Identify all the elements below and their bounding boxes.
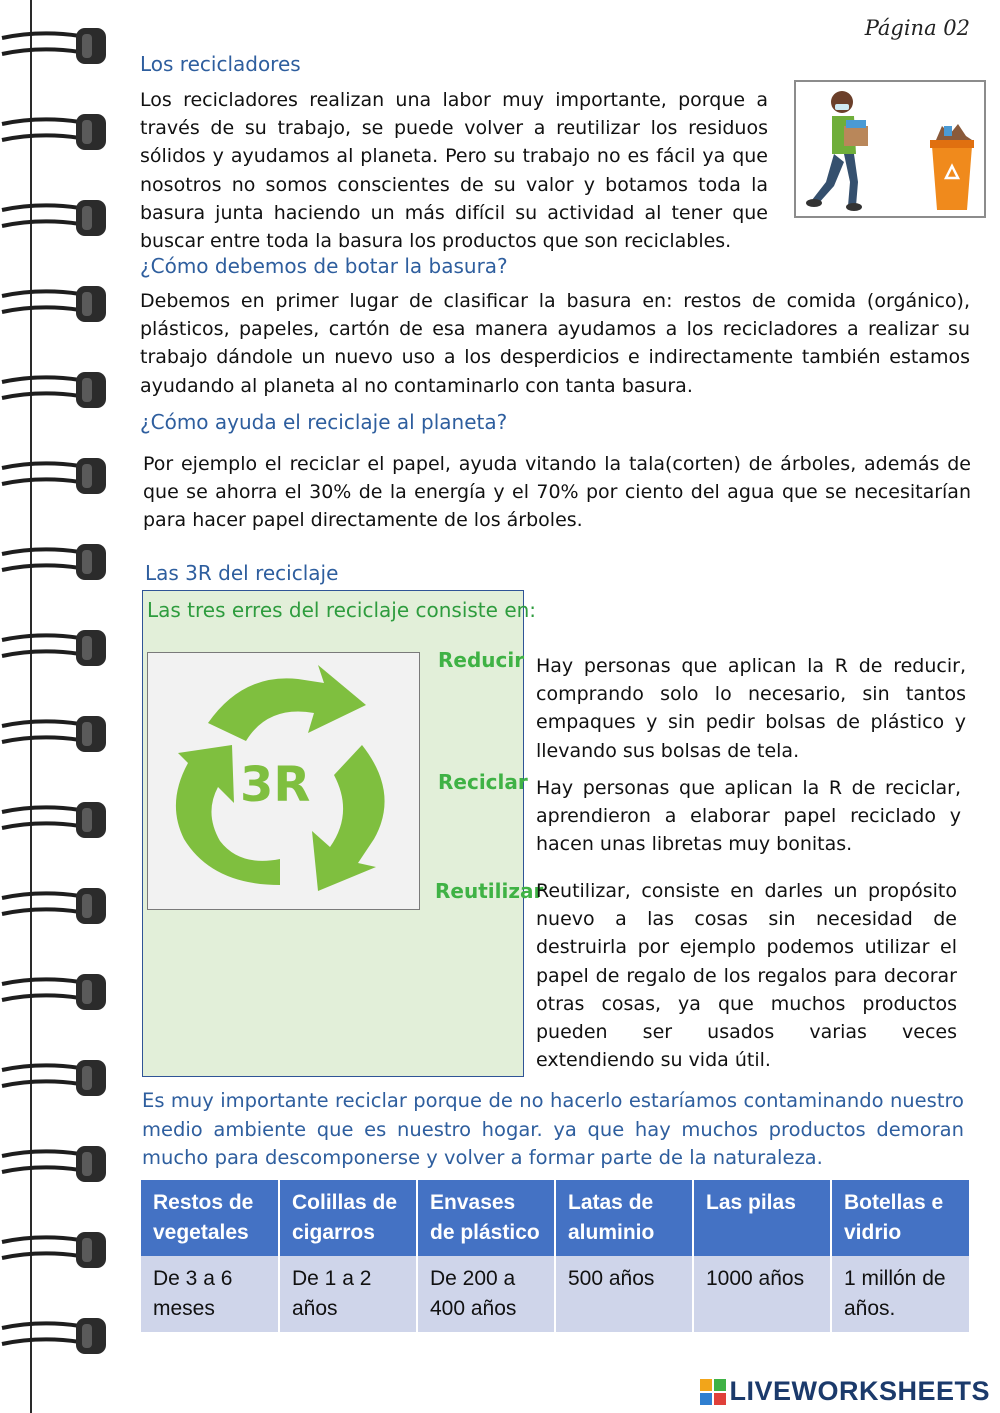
- recycle-arrow-right-icon: [312, 745, 385, 891]
- heading-como-botar: ¿Cómo debemos de botar la basura?: [140, 254, 508, 278]
- spiral-ring-icon: [0, 1056, 112, 1100]
- text-reciclar: Hay personas que aplican la R de reciclar, aprendieron a elaborar papel reciclado y hacen unas libretas muy bonitas.: [536, 777, 961, 856]
- spiral-ring-icon: [0, 196, 112, 240]
- spiral-ring-icon: [0, 368, 112, 412]
- spiral-ring-icon: [0, 712, 112, 756]
- label-reducir: Reducir: [438, 648, 525, 672]
- table-header: Las pilas: [693, 1180, 831, 1256]
- heading-recicladores: Los recicladores: [140, 52, 301, 76]
- table-row: [141, 1256, 969, 1332]
- text-reducir: Hay personas que aplican la R de reducir, comprando solo lo necesario, sin tantos empaques y sin pedir bolsas de plástico y llevando sus bolsas de tela.: [536, 655, 966, 762]
- liveworksheets-brand[interactable]: [700, 1376, 990, 1407]
- page-number: Página 02: [864, 16, 970, 40]
- spiral-ring-icon: [0, 626, 112, 670]
- table-cell: 500 años: [555, 1256, 693, 1332]
- spiral-ring-icon: [0, 282, 112, 326]
- importance-paragraph: Es muy importante reciclar porque de no hacerlo estaríamos contaminando nuestro medio ambiente que es nuestro hogar. ya que hay muchos productos demoran mucho para descomponerse y volver a formar parte de la naturaleza.: [142, 1089, 964, 1169]
- liveworksheets-logo-icon: [700, 1379, 726, 1405]
- spiral-ring-icon: [0, 798, 112, 842]
- text-reutilizar: Reutilizar, consiste en darles un propósito nuevo a las cosas sin necesidad de destruirla por ejemplo podemos utilizar el papel de regalo de los regalos para decorar otras cosas, ya que muchos productos pueden ser usados varias veces extendiendo su vida útil.: [536, 880, 957, 1072]
- label-reciclar: Reciclar: [438, 770, 528, 794]
- spiral-ring-icon: [0, 884, 112, 928]
- spiral-ring-icon: [0, 24, 112, 68]
- spiral-ring-icon: [0, 1314, 112, 1358]
- three-r-box-title: Las tres erres del reciclaje consiste en:: [147, 598, 537, 622]
- table-header-row: [141, 1180, 969, 1256]
- recycle-arrow-top-icon: [208, 665, 366, 741]
- heading-como-ayuda: ¿Cómo ayuda el reciclaje al planeta?: [140, 410, 508, 434]
- spiral-ring-icon: [0, 110, 112, 154]
- table-cell: De 200 a 400 años: [417, 1256, 555, 1332]
- table-header: Envases de plástico: [417, 1180, 555, 1256]
- decomposition-table: [141, 1180, 969, 1332]
- paragraph-como-ayuda: Por ejemplo el reciclar el papel, ayuda vitando la tala(corten) de árboles, además de que se ahorra el 30% de la energía y el 70% por ciento del agua que se necesitarían para hacer papel directamente de los árboles.: [143, 453, 971, 532]
- table-header: Botellas e vidrio: [831, 1180, 969, 1256]
- three-r-logo-text: 3R: [240, 757, 311, 813]
- spiral-ring-icon: [0, 540, 112, 584]
- paragraph-como-botar: Debemos en primer lugar de clasificar la basura en: restos de comida (orgánico), plásticos, papeles, cartón de esa manera ayudamos a los recicladores a realizar su trabajo dándole un nuevo uso a los desperdicios e indirectamente también estamos ayudando al planeta al no contaminarlo con tanta basura.: [140, 290, 970, 397]
- table-cell: 1 millón de años.: [831, 1256, 969, 1332]
- recycler-illustration: [794, 80, 986, 218]
- liveworksheets-wordmark: LIVEWORKSHEETS: [729, 1376, 990, 1406]
- heading-3r: Las 3R del reciclaje: [145, 561, 339, 585]
- spiral-ring-icon: [0, 1228, 112, 1272]
- table-header: Latas de aluminio: [555, 1180, 693, 1256]
- spiral-ring-icon: [0, 1142, 112, 1186]
- table-header: Colillas de cigarros: [279, 1180, 417, 1256]
- table-cell: De 3 a 6 meses: [141, 1256, 279, 1332]
- spiral-ring-icon: [0, 970, 112, 1014]
- table-cell: De 1 a 2 años: [279, 1256, 417, 1332]
- label-reutilizar: Reutilizar: [435, 879, 544, 903]
- three-r-logo: [147, 652, 420, 910]
- table-cell: 1000 años: [693, 1256, 831, 1332]
- spiral-ring-icon: [0, 454, 112, 498]
- paragraph-recicladores: Los recicladores realizan una labor muy importante, porque a través de su trabajo, se puede volver a reutilizar los residuos sólidos y ayudamos al planeta. Pero su trabajo no es fácil ya que nosotros no somos conscientes de su valor y botamos toda la basura junta haciendo un más difícil su actividad al tener que buscar entre toda la basura los productos que son reciclables.: [140, 89, 768, 253]
- table-header: Restos de vegetales: [141, 1180, 279, 1256]
